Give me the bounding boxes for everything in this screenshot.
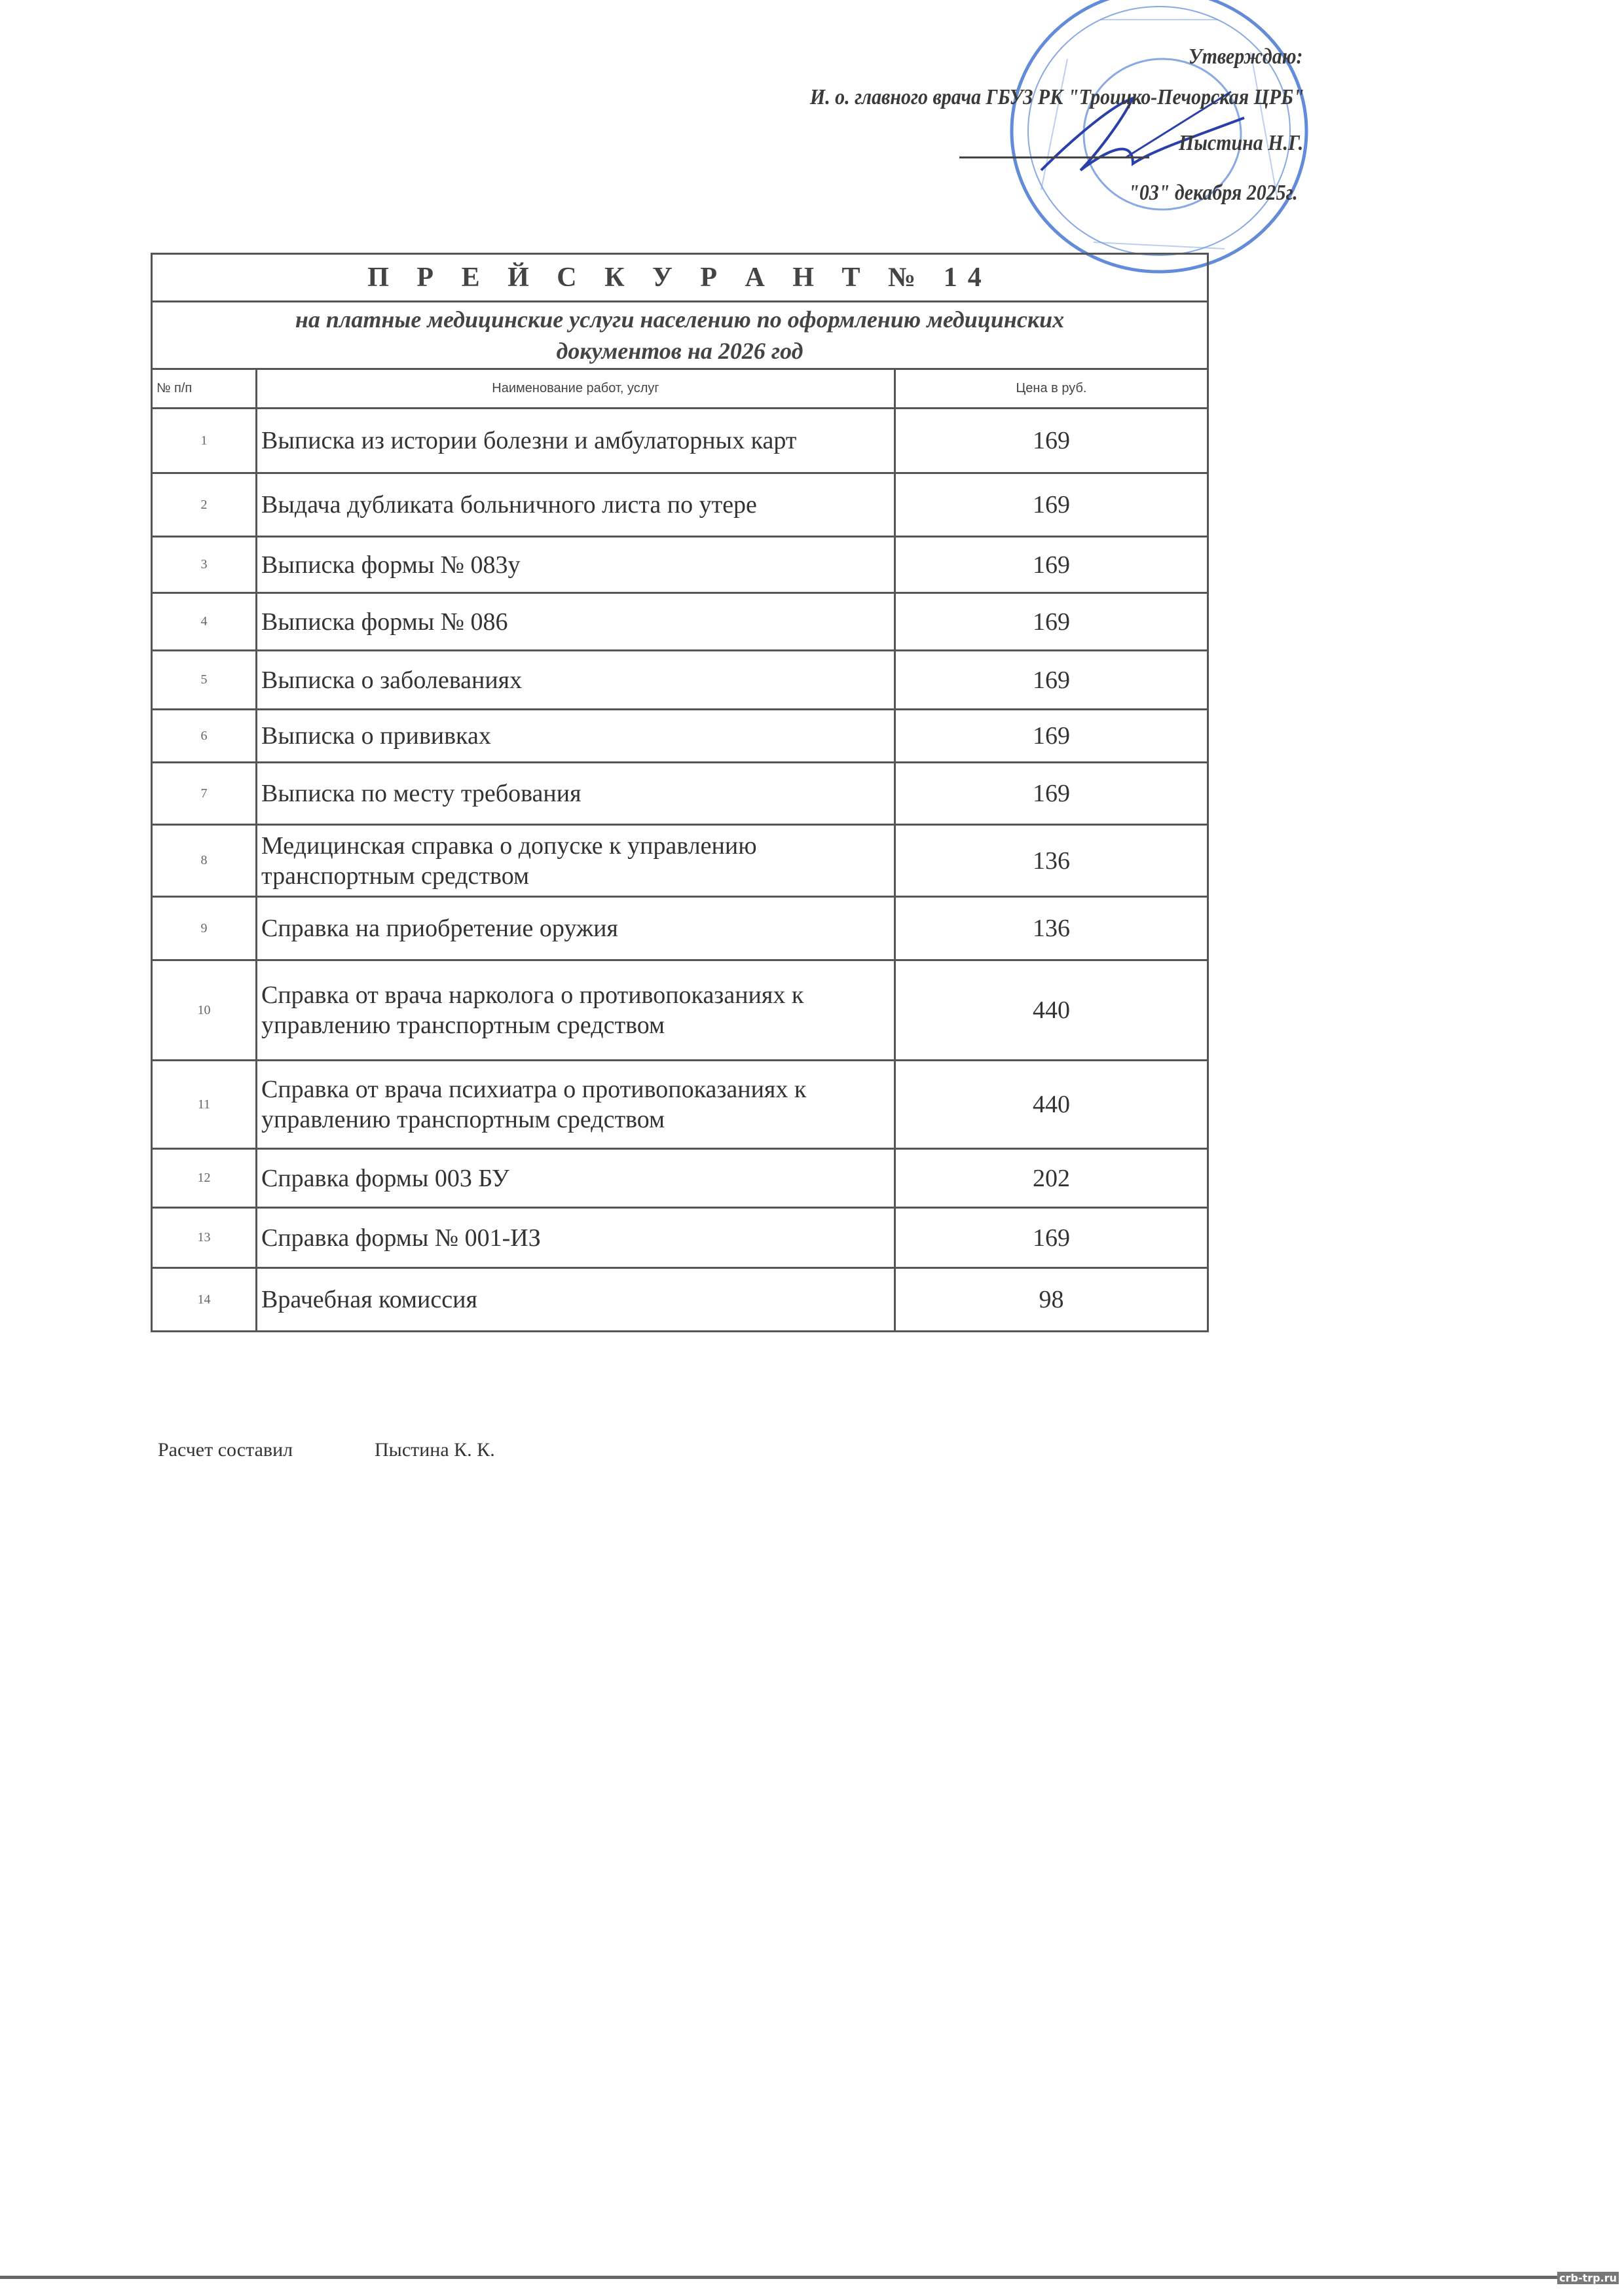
service-price: 440 <box>895 1061 1208 1149</box>
service-name: Выписка формы № 086 <box>257 593 895 651</box>
approval-heading: Утверждаю: <box>1189 45 1303 69</box>
service-price: 169 <box>895 1208 1208 1268</box>
row-number: 12 <box>152 1149 257 1208</box>
row-number: 2 <box>152 473 257 537</box>
table-row <box>152 1149 1208 1208</box>
service-price: 169 <box>895 473 1208 537</box>
service-price: 202 <box>895 1149 1208 1208</box>
row-number: 3 <box>152 537 257 593</box>
row-number: 6 <box>152 710 257 763</box>
approval-position: И. о. главного врача ГБУЗ РК "Троицко-Печорская ЦРБ" <box>810 85 1304 109</box>
row-number: 7 <box>152 763 257 825</box>
service-name: Выписка формы № 083у <box>257 537 895 593</box>
table-row <box>152 1208 1208 1268</box>
service-price: 136 <box>895 825 1208 897</box>
service-name: Справка от врача нарколога о противопоказаниях к управлению транспортным средством <box>257 960 895 1061</box>
row-number: 8 <box>152 825 257 897</box>
service-name: Выписка по месту требования <box>257 763 895 825</box>
service-name: Справка формы № 001-ИЗ <box>257 1208 895 1268</box>
approval-signer: Пыстина Н.Г. <box>1178 131 1303 155</box>
header-name: Наименование работ, услуг <box>257 369 895 409</box>
table-row <box>152 1268 1208 1332</box>
row-number: 1 <box>152 409 257 473</box>
page-bottom-line <box>0 2276 1559 2279</box>
row-number: 13 <box>152 1208 257 1268</box>
row-number: 11 <box>152 1061 257 1149</box>
header-num: № п/п <box>152 369 257 409</box>
table-row <box>152 409 1208 473</box>
table-row <box>152 710 1208 763</box>
subtitle-line-1: на платные медицинские услуги населению по оформлению медицинских <box>295 306 1065 333</box>
table-row <box>152 763 1208 825</box>
row-number: 10 <box>152 960 257 1061</box>
service-name: Выписка о заболеваниях <box>257 651 895 710</box>
table-row <box>152 1061 1208 1149</box>
service-price: 169 <box>895 763 1208 825</box>
table-row <box>152 473 1208 537</box>
service-name: Врачебная комиссия <box>257 1268 895 1332</box>
table-row <box>152 897 1208 960</box>
subtitle-line-2: документов на 2026 год <box>556 338 803 364</box>
service-name: Справка на приобретение оружия <box>257 897 895 960</box>
footer-label: Расчет составил <box>158 1439 293 1461</box>
row-number: 9 <box>152 897 257 960</box>
service-name: Справка формы 003 БУ <box>257 1149 895 1208</box>
table-row <box>152 537 1208 593</box>
service-name: Выписка о прививках <box>257 710 895 763</box>
service-price: 98 <box>895 1268 1208 1332</box>
service-price: 169 <box>895 593 1208 651</box>
footer-name: Пыстина К. К. <box>375 1439 495 1461</box>
service-name: Выдача дубликата больничного листа по утере <box>257 473 895 537</box>
service-price: 440 <box>895 960 1208 1061</box>
service-price: 169 <box>895 651 1208 710</box>
signature-line <box>959 156 1149 158</box>
approval-date: "03" декабря 2025г. <box>1128 181 1298 205</box>
row-number: 14 <box>152 1268 257 1332</box>
table-row <box>152 651 1208 710</box>
table-row <box>152 960 1208 1061</box>
row-number: 5 <box>152 651 257 710</box>
service-price: 169 <box>895 710 1208 763</box>
service-name: Выписка из истории болезни и амбулаторных карт <box>257 409 895 473</box>
service-price: 169 <box>895 409 1208 473</box>
service-name: Медицинская справка о допуске к управлению транспортным средством <box>257 825 895 897</box>
table-row <box>152 593 1208 651</box>
table-row <box>152 825 1208 897</box>
service-price: 169 <box>895 537 1208 593</box>
watermark: crb-trp.ru <box>1557 2272 1619 2284</box>
header-price: Цена в руб. <box>895 369 1208 409</box>
table-subtitle <box>152 302 1208 369</box>
service-name: Справка от врача психиатра о противопоказаниях к управлению транспортным средством <box>257 1061 895 1149</box>
row-number: 4 <box>152 593 257 651</box>
table-title: П Р Е Й С К У Р А Н Т № 14 <box>152 254 1208 302</box>
service-price: 136 <box>895 897 1208 960</box>
price-list-table <box>151 253 1209 1332</box>
